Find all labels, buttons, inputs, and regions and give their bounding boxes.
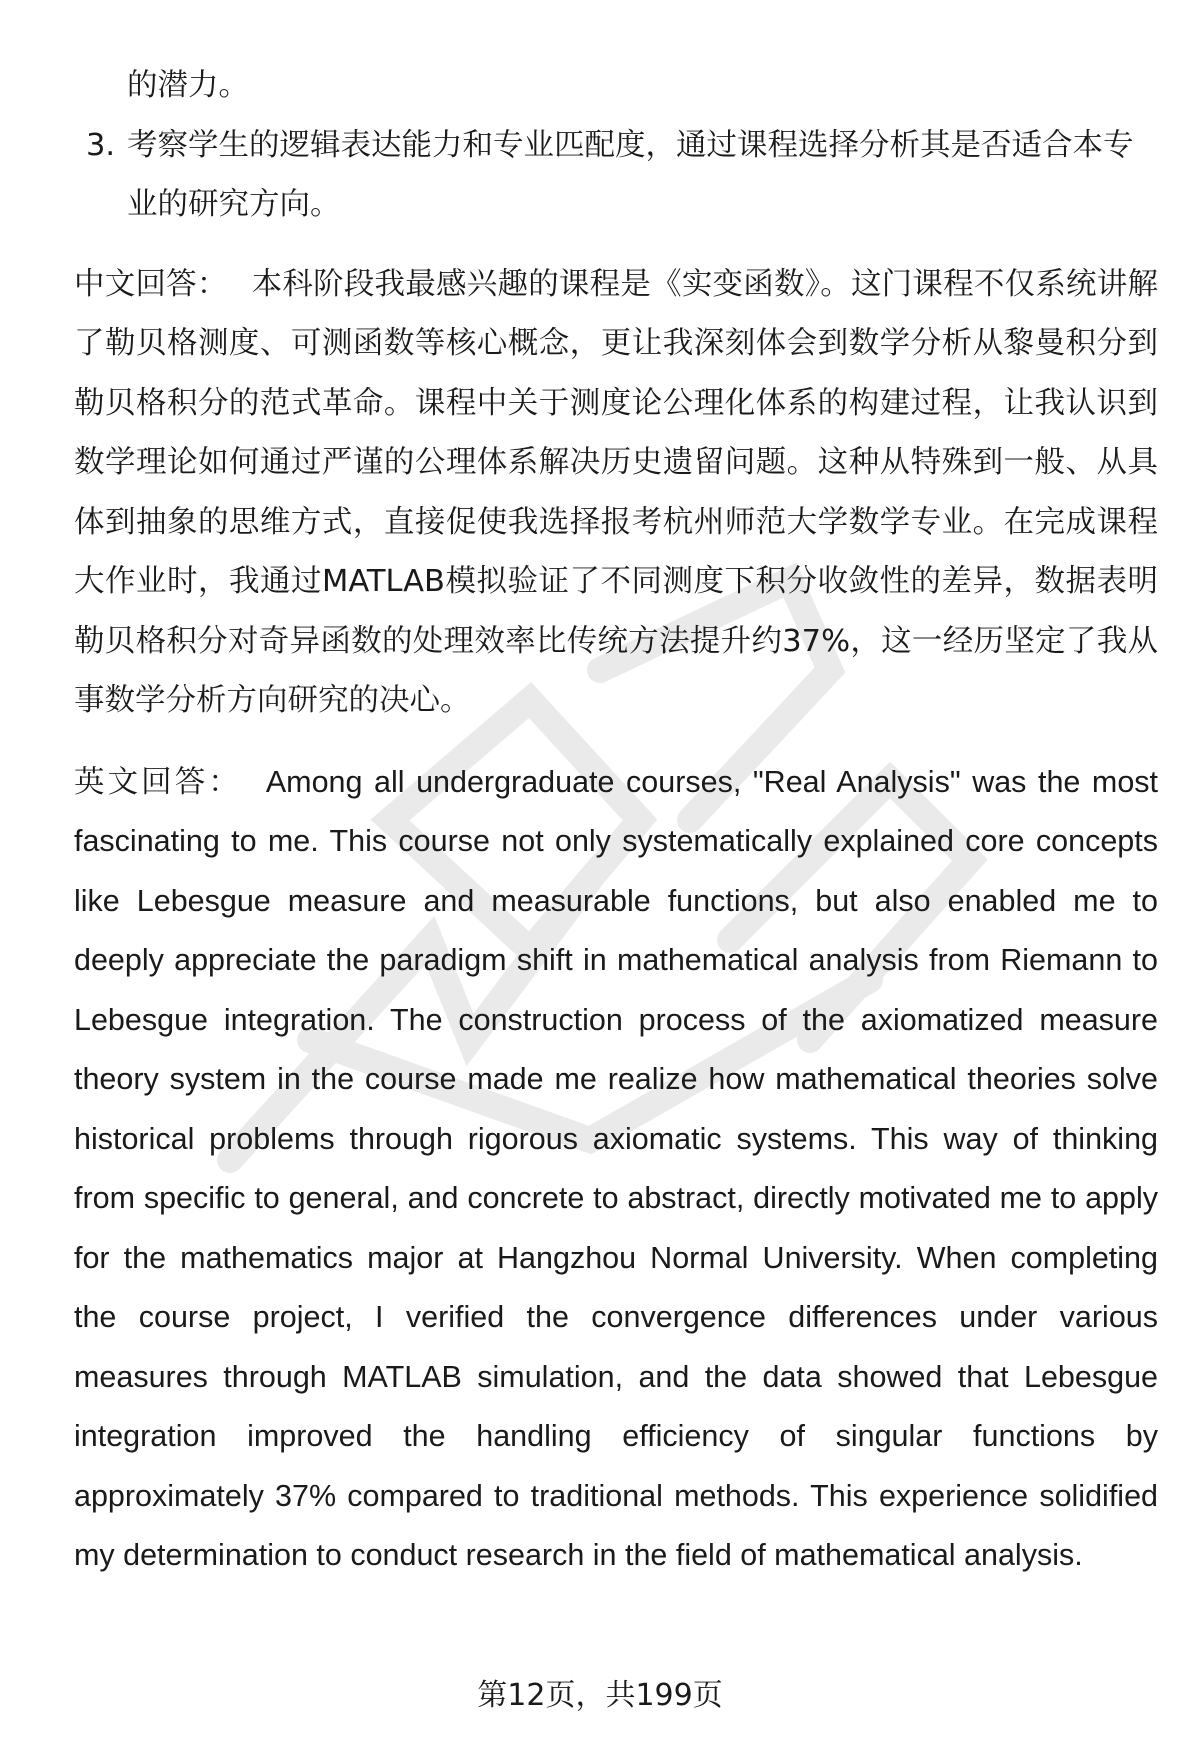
list-item-text: 考察学生的逻辑表达能力和专业匹配度，通过课程选择分析其是否适合本专业的研究方向。 (127, 127, 1134, 222)
list-item-3 (74, 116, 1158, 235)
list-item-2-continuation: 的潜力。 (127, 68, 249, 103)
chinese-answer-paragraph (74, 255, 1158, 731)
english-answer-paragraph (74, 753, 1158, 1586)
english-answer-text: Among all undergraduate courses, "Real Analysis" was the most fascinating to me. This course not only systematically explained core concepts like Lebesgue measure and measurable functions, but also enabled me to deeply appreciate the paradigm shift in mathematical analysis from Riemann to Lebesgue integration. The construction process of the axiomatized measure theory system in the course made me realize how mathematical theories solve historical problems through rigorous axiomatic systems. This way of thinking from specific to general, and concrete to abstract, directly motivated me to apply for the mathematics major at Hangzhou Normal University. When completing the course project, I verified the convergence differences under various measures through MATLAB simulation, and the data showed that Lebesgue integration improved the handling efficiency of singular functions by approximately 37% compared to traditional methods. This experience solidified my determination to conduct research in the field of mathematical analysis. (74, 764, 1158, 1572)
list-item-number: 3. (86, 127, 116, 163)
chinese-answer-text: 本科阶段我最感兴趣的课程是《实变函数》。这门课程不仅系统讲解了勒贝格测度、可测函数等核心概念，更让我深刻体会到数学分析从黎曼积分到勒贝格积分的范式革命。课程中关于测度论公理化体系的构建过程，让我认识到数学理论如何通过严谨的公理体系解决历史遗留问题。这种从特殊到一般、从具体到抽象的思维方式，直接促使我选择报考杭州师范大学数学专业。在完成课程大作业时，我通过MATLAB模拟验证了不同测度下积分收敛性的差异，数据表明勒贝格积分对奇异函数的处理效率比传统方法提升约37%，这一经历坚定了我从事数学分析方向研究的决心。 (74, 266, 1158, 718)
page-number-footer: 第12页，共199页 (477, 1678, 723, 1713)
page-content (74, 56, 1158, 1586)
chinese-answer-label: 中文回答： (74, 266, 228, 302)
english-answer-label: 英文回答： (74, 764, 242, 799)
